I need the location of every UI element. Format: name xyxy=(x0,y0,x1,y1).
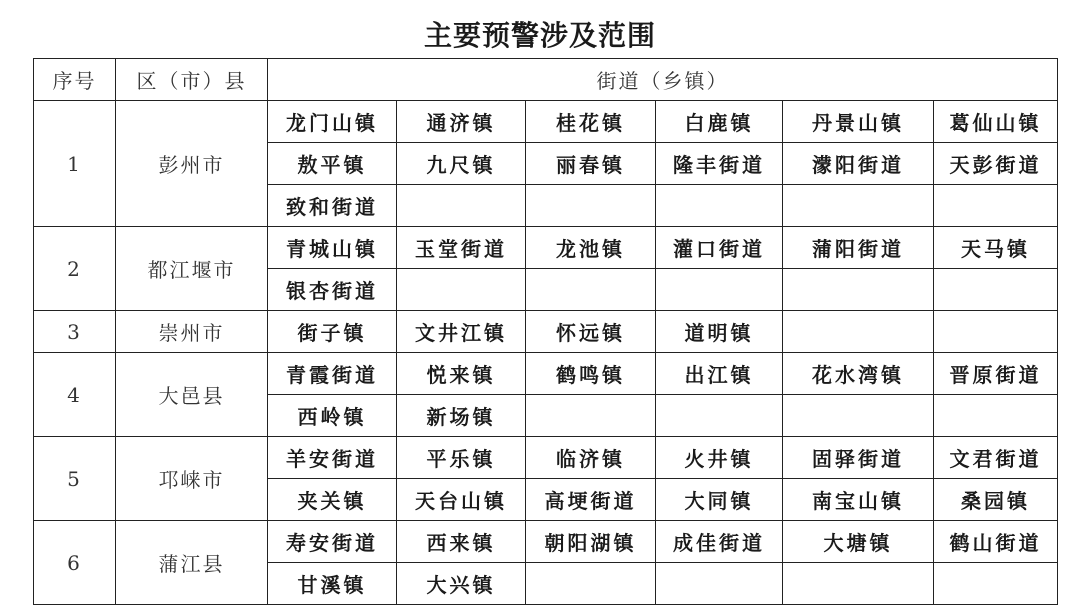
row-seq: 2 xyxy=(34,227,116,311)
town-cell: 青霞街道 xyxy=(268,353,397,395)
town-cell: 西岭镇 xyxy=(268,395,397,437)
town-cell: 敖平镇 xyxy=(268,143,397,185)
town-cell: 濛阳街道 xyxy=(783,143,934,185)
table-row xyxy=(34,101,1058,143)
table-row xyxy=(34,521,1058,563)
town-cell: 鹤鸣镇 xyxy=(526,353,656,395)
town-cell xyxy=(783,185,934,227)
row-seq: 3 xyxy=(34,311,116,353)
town-cell: 桑园镇 xyxy=(934,479,1058,521)
town-cell: 葛仙山镇 xyxy=(934,101,1058,143)
town-cell: 高埂街道 xyxy=(526,479,656,521)
document-title: 主要预警涉及范围 xyxy=(423,19,656,52)
town-cell xyxy=(934,185,1058,227)
town-cell: 晋原街道 xyxy=(934,353,1058,395)
town-cell: 临济镇 xyxy=(526,437,656,479)
town-cell: 灌口街道 xyxy=(656,227,783,269)
row-district: 邛崃市 xyxy=(116,437,268,521)
town-cell: 天彭街道 xyxy=(934,143,1058,185)
town-cell: 夹关镇 xyxy=(268,479,397,521)
town-cell xyxy=(526,185,656,227)
town-cell: 玉堂街道 xyxy=(397,227,526,269)
town-cell xyxy=(656,269,783,311)
row-district: 都江堰市 xyxy=(116,227,268,311)
town-cell: 固驿街道 xyxy=(783,437,934,479)
town-cell: 鹤山街道 xyxy=(934,521,1058,563)
row-district: 崇州市 xyxy=(116,311,268,353)
town-cell: 文井江镇 xyxy=(397,311,526,353)
town-cell: 成佳街道 xyxy=(656,521,783,563)
header-towns: 街道（乡镇） xyxy=(268,59,1058,101)
table-row xyxy=(34,437,1058,479)
row-district: 大邑县 xyxy=(116,353,268,437)
town-cell: 丹景山镇 xyxy=(783,101,934,143)
town-cell: 大兴镇 xyxy=(397,563,526,605)
town-cell: 天马镇 xyxy=(934,227,1058,269)
row-seq: 4 xyxy=(34,353,116,437)
town-cell: 南宝山镇 xyxy=(783,479,934,521)
town-cell: 大同镇 xyxy=(656,479,783,521)
table-header-row xyxy=(34,59,1058,101)
town-cell xyxy=(656,185,783,227)
header-district: 区（市）县 xyxy=(116,59,268,101)
row-district: 蒲江县 xyxy=(116,521,268,605)
row-seq: 5 xyxy=(34,437,116,521)
town-cell xyxy=(783,311,934,353)
town-cell: 龙池镇 xyxy=(526,227,656,269)
town-cell xyxy=(783,269,934,311)
town-cell: 道明镇 xyxy=(656,311,783,353)
town-cell xyxy=(934,311,1058,353)
town-cell: 丽春镇 xyxy=(526,143,656,185)
table-row xyxy=(34,227,1058,269)
header-seq: 序号 xyxy=(34,59,116,101)
town-cell: 白鹿镇 xyxy=(656,101,783,143)
town-cell: 通济镇 xyxy=(397,101,526,143)
town-cell: 新场镇 xyxy=(397,395,526,437)
town-cell: 羊安街道 xyxy=(268,437,397,479)
row-seq: 1 xyxy=(34,101,116,227)
town-cell xyxy=(397,185,526,227)
town-cell xyxy=(526,395,656,437)
town-cell: 龙门山镇 xyxy=(268,101,397,143)
town-cell: 甘溪镇 xyxy=(268,563,397,605)
town-cell: 大塘镇 xyxy=(783,521,934,563)
table-row xyxy=(34,311,1058,353)
town-cell: 出江镇 xyxy=(656,353,783,395)
table-body xyxy=(34,59,1058,605)
town-cell: 九尺镇 xyxy=(397,143,526,185)
town-cell: 花水湾镇 xyxy=(783,353,934,395)
town-cell xyxy=(656,395,783,437)
town-cell xyxy=(783,395,934,437)
town-cell xyxy=(934,395,1058,437)
warning-scope-table xyxy=(33,58,1058,605)
town-cell: 桂花镇 xyxy=(526,101,656,143)
town-cell: 天台山镇 xyxy=(397,479,526,521)
town-cell xyxy=(526,563,656,605)
town-cell: 火井镇 xyxy=(656,437,783,479)
table-row xyxy=(34,353,1058,395)
town-cell: 西来镇 xyxy=(397,521,526,563)
town-cell: 寿安街道 xyxy=(268,521,397,563)
town-cell xyxy=(934,563,1058,605)
town-cell: 街子镇 xyxy=(268,311,397,353)
town-cell xyxy=(526,269,656,311)
town-cell: 悦来镇 xyxy=(397,353,526,395)
row-seq: 6 xyxy=(34,521,116,605)
row-district: 彭州市 xyxy=(116,101,268,227)
town-cell: 怀远镇 xyxy=(526,311,656,353)
town-cell: 平乐镇 xyxy=(397,437,526,479)
town-cell xyxy=(397,269,526,311)
town-cell: 文君街道 xyxy=(934,437,1058,479)
town-cell: 银杏街道 xyxy=(268,269,397,311)
town-cell xyxy=(656,563,783,605)
town-cell: 青城山镇 xyxy=(268,227,397,269)
town-cell xyxy=(934,269,1058,311)
town-cell: 隆丰街道 xyxy=(656,143,783,185)
town-cell: 蒲阳街道 xyxy=(783,227,934,269)
town-cell: 朝阳湖镇 xyxy=(526,521,656,563)
town-cell: 致和街道 xyxy=(268,185,397,227)
town-cell xyxy=(783,563,934,605)
